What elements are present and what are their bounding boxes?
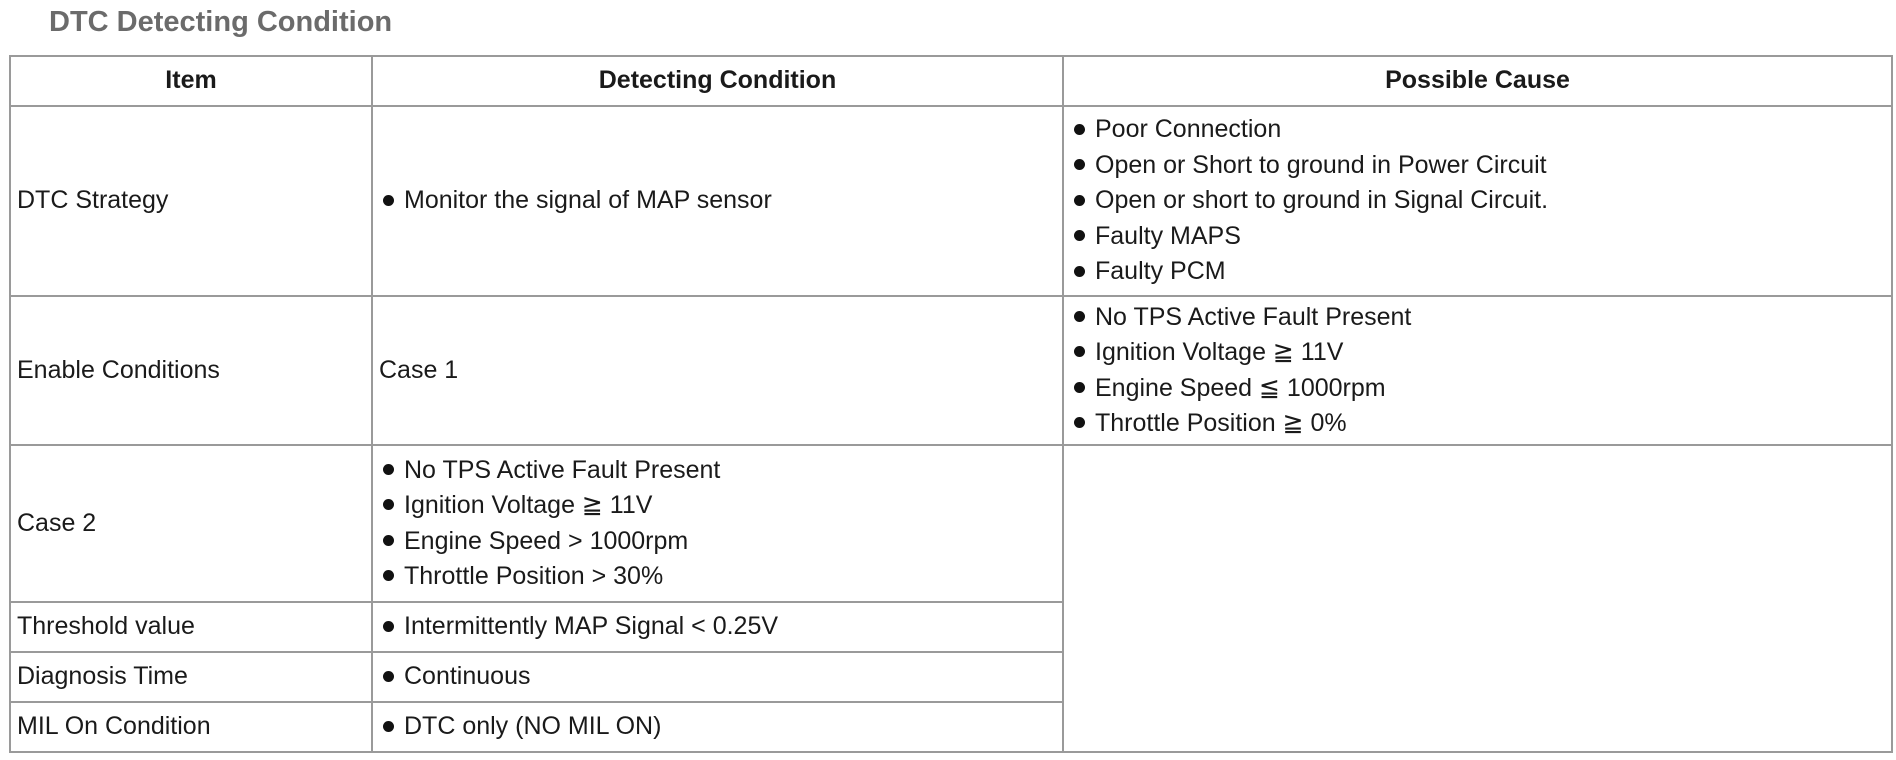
list-item: Engine Speed ≦ 1000rpm [1070, 371, 1885, 407]
bullet-icon [383, 499, 394, 510]
condition-list [379, 183, 1056, 219]
list-item: Throttle Position ≧ 0% [1070, 406, 1885, 442]
cell-item-mil-on-condition: MIL On Condition [10, 702, 372, 752]
bullet-icon [1074, 417, 1085, 428]
list-item: No TPS Active Fault Present [379, 453, 1056, 489]
cell-empty-cause [1063, 445, 1892, 752]
cell-condition-case-1: Case 1 [372, 296, 1063, 445]
page-title: DTC Detecting Condition [49, 6, 393, 38]
bullet-icon [383, 570, 394, 581]
list-item: Faulty PCM [1070, 254, 1885, 290]
header-detecting-condition: Detecting Condition [372, 56, 1063, 106]
cell-condition-threshold: Intermittently MAP Signal < 0.25V [372, 602, 1063, 652]
list-item: Open or Short to ground in Power Circuit [1070, 148, 1885, 184]
bullet-icon [1074, 346, 1085, 357]
cell-condition-diagnosis-time: Continuous [372, 652, 1063, 702]
bullet-icon [1074, 382, 1085, 393]
bullet-icon [383, 195, 394, 206]
dtc-condition-table [9, 55, 1893, 753]
cause-list [1070, 112, 1885, 290]
cell-item-enable-conditions: Enable Conditions [10, 296, 372, 445]
cell-condition-mil-on: DTC only (NO MIL ON) [372, 702, 1063, 752]
bullet-icon [1074, 230, 1085, 241]
table-row-case-2 [10, 445, 1892, 602]
table-header-row [10, 56, 1892, 106]
bullet-icon [1074, 195, 1085, 206]
table-row-enable-conditions [10, 296, 1892, 445]
bullet-icon [383, 621, 394, 632]
bullet-icon [1074, 266, 1085, 277]
bullet-icon [383, 721, 394, 732]
cell-item-threshold: Threshold value [10, 602, 372, 652]
bullet-icon [383, 535, 394, 546]
cell-item-diagnosis-time: Diagnosis Time [10, 652, 372, 702]
cell-condition-case-2 [372, 445, 1063, 602]
bullet-icon [1074, 159, 1085, 170]
cell-case-1-conditions [1063, 296, 1892, 445]
bullet-icon [1074, 124, 1085, 135]
list-item: Engine Speed > 1000rpm [379, 524, 1056, 560]
cell-possible-cause [1063, 106, 1892, 296]
bullet-icon [1074, 311, 1085, 322]
case-1-list [1070, 300, 1885, 442]
cell-condition-dtc-strategy [372, 106, 1063, 296]
list-item: Ignition Voltage ≧ 11V [1070, 335, 1885, 371]
case-2-list [379, 453, 1056, 595]
bullet-icon [383, 671, 394, 682]
bullet-icon [383, 464, 394, 475]
header-possible-cause: Possible Cause [1063, 56, 1892, 106]
cell-item-case-2: Case 2 [10, 445, 372, 602]
list-item: Throttle Position > 30% [379, 559, 1056, 595]
list-item: Ignition Voltage ≧ 11V [379, 488, 1056, 524]
list-item: Open or short to ground in Signal Circuit. [1070, 183, 1885, 219]
list-item: Faulty MAPS [1070, 219, 1885, 255]
header-item: Item [10, 56, 372, 106]
list-item: Poor Connection [1070, 112, 1885, 148]
list-item: No TPS Active Fault Present [1070, 300, 1885, 336]
cell-item-dtc-strategy: DTC Strategy [10, 106, 372, 296]
list-item: Monitor the signal of MAP sensor [379, 183, 1056, 219]
table-row-dtc-strategy [10, 106, 1892, 296]
